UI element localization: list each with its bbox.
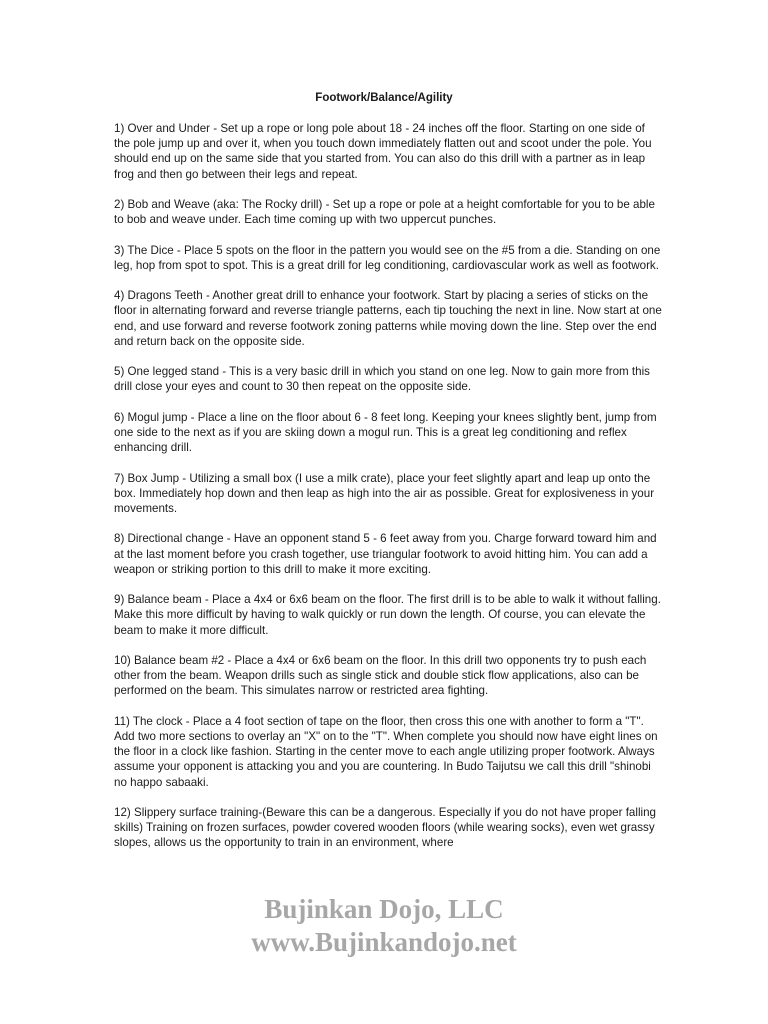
paragraph-8: 8) Directional change - Have an opponent stand 5 - 6 feet away from you. Charge forward toward him and at the last moment before you crash together, use triangular footwork to avoid hitting him. You can add a weapon or striking portion to this drill to make it more exciting. <box>114 532 657 576</box>
paragraph-11: 11) The clock - Place a 4 foot section of tape on the floor, then cross this one with another to form a "T". Add two more sections to overlay an "X" on to the "T". When complete you should now have eight lines on the floor in a clock like fashion. Starting in the center move to each angle utilizing proper footwork. Always assume your opponent is attacking you and you are countering. In Budo Taijutsu we call this drill "shinobi no happo sabaaki. <box>114 714 658 789</box>
paragraph-12: 12) Slippery surface training-(Beware this can be a dangerous. Especially if you do not have proper falling skills) Training on frozen surfaces, powder covered wooden floors (while wearing socks), even wet grassy slopes, allows us the opportunity to train in an environment, where <box>114 805 656 850</box>
paragraph-3: 3) The Dice - Place 5 spots on the floor in the pattern you would see on the #5 from a die. Standing on one leg, hop from spot to spot. This is a great drill for leg conditioning, cardiovascular work as well as footwork. <box>114 243 661 272</box>
paragraph-4: 4) Dragons Teeth - Another great drill to enhance your footwork. Start by placing a series of sticks on the floor in alternating forward and reverse triangle patterns, each tip touching the next in line. Now start at one end, and use forward and reverse footwork zoning patterns while moving down the line. Step over the end and return back on the opposite side. <box>114 289 662 348</box>
paragraph-5: 5) One legged stand - This is a very basic drill in which you stand on one leg. Now to gain more from this drill close your eyes and count to 30 then repeat on the opposite side. <box>114 365 650 394</box>
document-body <box>114 121 662 866</box>
paragraph-7: 7) Box Jump - Utilizing a small box (I use a milk crate), place your feet slightly apart and leap up onto the box. Immediately hop down and then leap as high into the air as possible. Great for explosiveness in your movements. <box>114 471 655 515</box>
paragraph-6: 6) Mogul jump - Place a line on the floor about 6 - 8 feet long. Keeping your knees slightly bent, jump from one side to the next as if you are skiing down a mogul run. This is a great leg conditioning and reflex enhancing drill. <box>114 410 657 455</box>
paragraph-1: 1) Over and Under - Set up a rope or long pole about 18 - 24 inches off the floor. Starting on one side of the pole jump up and over it, when you touch down immediately flatten out and scoot under the pole. You should end up on the same side that you started from. You can also do this drill with a partner as in leap frog and then go between their legs and repeat. <box>114 122 652 181</box>
page-title: Footwork/Balance/Agility <box>315 92 453 104</box>
watermark-url: www.Bujinkandojo.net <box>251 927 517 957</box>
paragraph-9: 9) Balance beam - Place a 4x4 or 6x6 beam on the floor. The first drill is to be able to walk it without falling. Make this more difficult by having to walk quickly or run down the length. Of course, you can elevate the beam to make it more difficult. <box>114 593 661 637</box>
watermark-company: Bujinkan Dojo, LLC <box>264 894 504 924</box>
paragraph-10: 10) Balance beam #2 - Place a 4x4 or 6x6 beam on the floor. In this drill two opponents try to push each other from the beam. Weapon drills such as single stick and double stick flow applications, also can be performed on the beam. This simulates narrow or restricted area fighting. <box>114 653 647 698</box>
paragraph-2: 2) Bob and Weave (aka: The Rocky drill) - Set up a rope or pole at a height comfortable for you to be able to bob and weave under. Each time coming up with two uppercut punches. <box>114 198 655 227</box>
watermark <box>0 893 768 959</box>
